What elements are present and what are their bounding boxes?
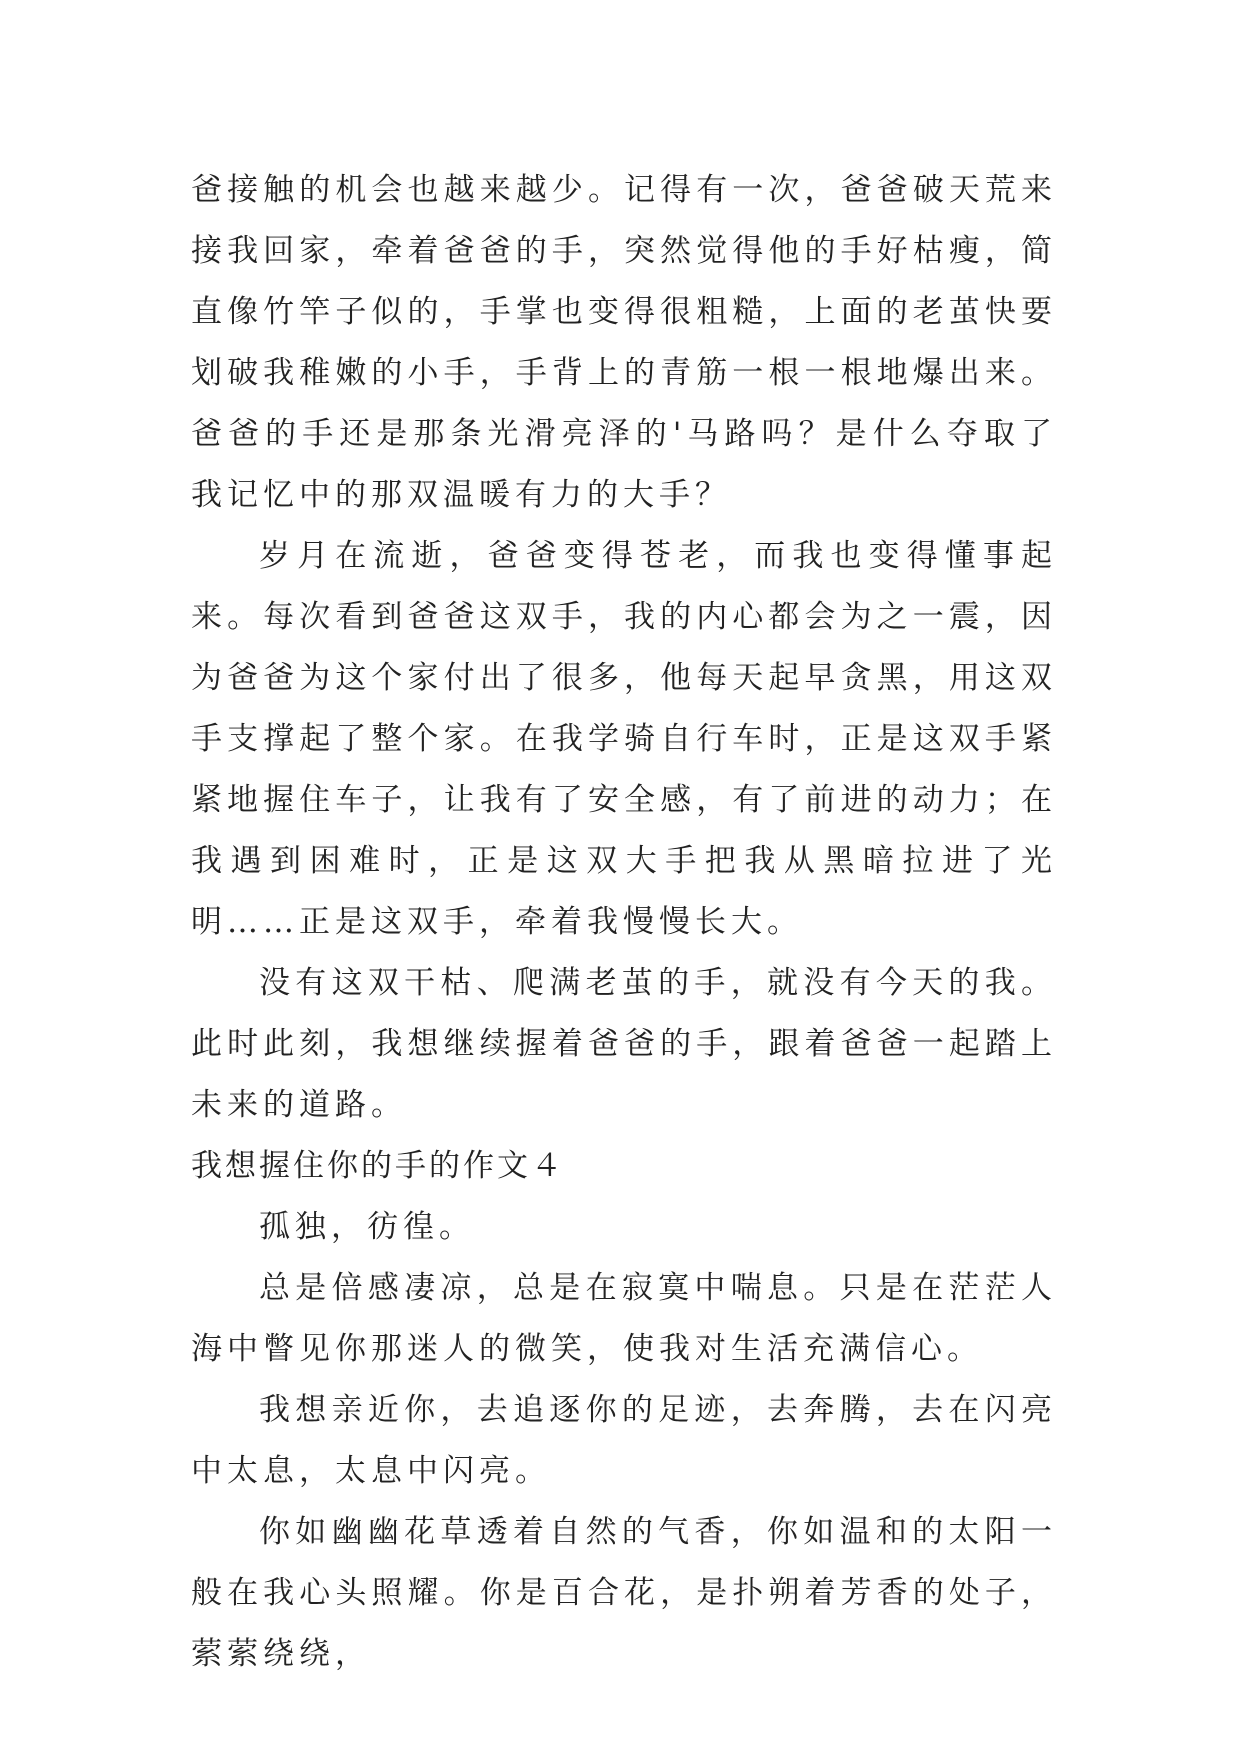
paragraph-4: 孤独，彷徨。: [259, 1209, 475, 1245]
paragraph-6: 我想亲近你，去追逐你的足迹，去奔腾，去在闪亮中太息，太息中闪亮。: [191, 1392, 1057, 1489]
essay-heading: 我想握住你的手的作文４: [191, 1148, 565, 1184]
paragraph-3: 没有这双干枯、爬满老茧的手，就没有今天的我。此时此刻，我想继续握着爸爸的手，跟着爸爸一起踏上未来的道路。: [191, 965, 1057, 1123]
paragraph-7: 你如幽幽花草透着自然的气香，你如温和的太阳一般在我心头照耀。你是百合花，是扑朔着芳香的处子，萦萦绕绕，: [191, 1514, 1057, 1672]
document-body: [191, 160, 1057, 1685]
paragraph-2: 岁月在流逝，爸爸变得苍老，而我也变得懂事起来。每次看到爸爸这双手，我的内心都会为之一震，因为爸爸为这个家付出了很多，他每天起早贪黑，用这双手支撑起了整个家。在我学骑自行车时，正是这双手紧紧地握住车子，让我有了安全感，有了前进的动力；在我遇到困难时，正是这双大手把我从黑暗拉进了光明……正是这双手，牵着我慢慢长大。: [191, 538, 1057, 940]
paragraph-5: 总是倍感凄凉，总是在寂寞中喘息。只是在茫茫人海中瞥见你那迷人的微笑，使我对生活充满信心。: [191, 1270, 1057, 1367]
paragraph-1: 爸接触的机会也越来越少。记得有一次，爸爸破天荒来接我回家，牵着爸爸的手，突然觉得他的手好枯瘦，简直像竹竿子似的，手掌也变得很粗糙，上面的老茧快要划破我稚嫩的小手，手背上的青筋一根一根地爆出来。爸爸的手还是那条光滑亮泽的'马路吗？是什么夺取了我记忆中的那双温暖有力的大手？: [191, 172, 1057, 513]
